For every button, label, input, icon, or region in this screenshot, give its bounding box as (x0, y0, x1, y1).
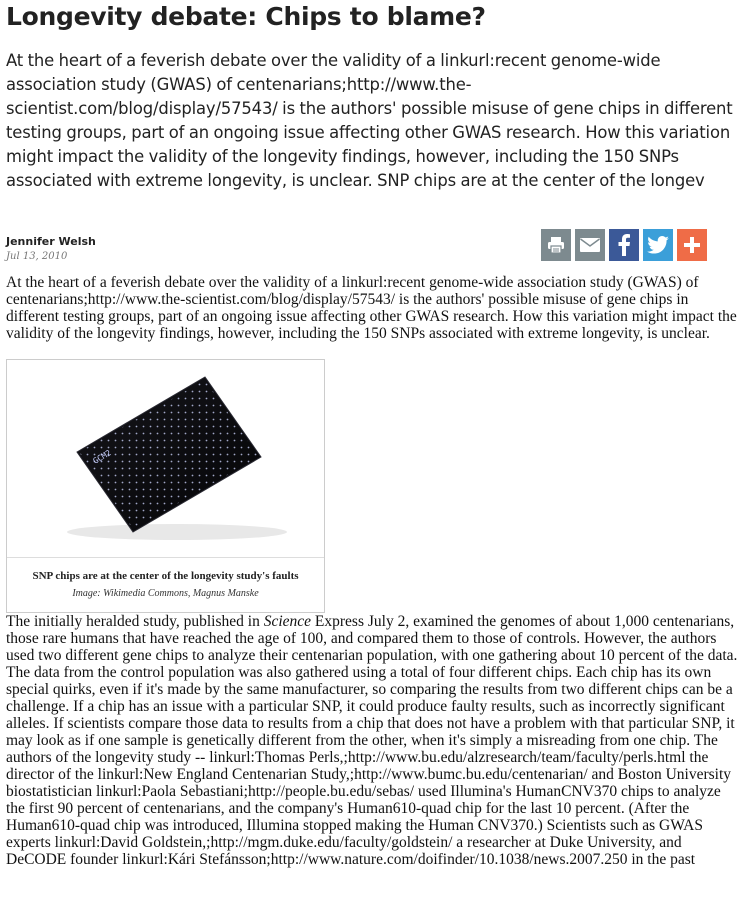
more-share-button[interactable] (677, 229, 707, 261)
paragraph-2-rest: Express July 2, examined the genomes of about 1,000 centenarians, those rare humans that have reached the age of 100, and compared them to those of controls. However, the authors used two different gene chips to analyze their centenarian population, with one gathering about 10 percent of the data. The data from the control population was also gathered using a total of four different chips. Each chip has its own special quirks, even if it's made by the same manufacturer, so comparing the results from two different chips can be a challenge. If a chip has an issue with a particular SNP, it could produce faulty results, such as incorrectly significant alleles. If scientists compare those data to results from a chip that does not have a problem with that particular SNP, it may look as if one sample is genetically different from the other, when it's simply a misreading from one chip. The authors of the longevity study -- linkurl:Thomas Perls,;http://www.bu.edu/alzresearch/team/faculty/perls.html the director of the linkurl:New England Centenarian Study,;http://www.bumc.bu.edu/centenarian/ and Boston University biostatistician linkurl:Paola Sebastiani;http://people.bu.edu/sebas/ used Illumina's HumanCNV370 chips to analyze the first 90 percent of centenarians, and the company's Human610-quad chip for the last 10 percent. (After the Human610-quad chip was introduced, Illumina stopped making the Human CNV370.) Scientists such as GWAS experts linkurl:David Goldstein,;http://mgm.duke.edu/faculty/goldstein/ a researcher at Duke University, and DeCODE founder linkurl:Kári Stefánsson;http://www.nature.com/doifinder/10.1038/news.2007.250 in the past (6, 613, 738, 868)
article-paragraph-1: At the heart of a feverish debate over the validity of a linkurl:recent genome-wide association study (GWAS) of centenarians;http://www.the-scientist.com/blog/display/57543/ is the authors' possible misuse of gene chips in different testing groups, part of an ongoing issue affecting other GWAS research. How this variation might impact the validity of the longevity findings, however, including the 150 SNPs associated with extreme longevity, is unclear. (6, 274, 737, 342)
email-icon (579, 236, 601, 254)
article-figure (6, 359, 325, 613)
publish-date: Jul 13, 2010 (6, 251, 68, 262)
twitter-icon (647, 236, 669, 254)
email-button[interactable] (575, 229, 605, 261)
article-paragraph-2 (6, 613, 742, 868)
figure-credit: Image: Wikimedia Commons, Magnus Manske (72, 588, 259, 599)
facebook-button[interactable] (609, 229, 639, 261)
twitter-button[interactable] (643, 229, 673, 261)
journal-name: Science (263, 613, 312, 630)
page-title: Longevity debate: Chips to blame? (6, 2, 486, 31)
snp-chip-image (7, 360, 324, 558)
article-summary: At the heart of a feverish debate over the validity of a linkurl:recent genome-wide association study (GWAS) of centenarians;http://www.the-scientist.com/blog/display/57543/ is the authors' possible misuse of gene chips in different testing groups, part of an ongoing issue affecting other GWAS research. How this variation might impact the validity of the longevity findings, however, including the 150 SNPs associated with extreme longevity, is unclear. SNP chips are at the center of the longev (6, 51, 733, 190)
share-toolbar (541, 229, 707, 261)
print-icon (546, 235, 566, 255)
print-button[interactable] (541, 229, 571, 261)
chip-label: GCM2 (91, 448, 113, 466)
figure-caption: SNP chips are at the center of the longevity study's faults (32, 570, 299, 582)
author-name[interactable]: Jennifer Welsh (6, 235, 96, 248)
plus-icon (683, 236, 701, 254)
snp-chip-illustration (7, 360, 324, 557)
paragraph-2-lead: The initially heralded study, published in (6, 613, 264, 630)
facebook-icon (617, 234, 631, 256)
